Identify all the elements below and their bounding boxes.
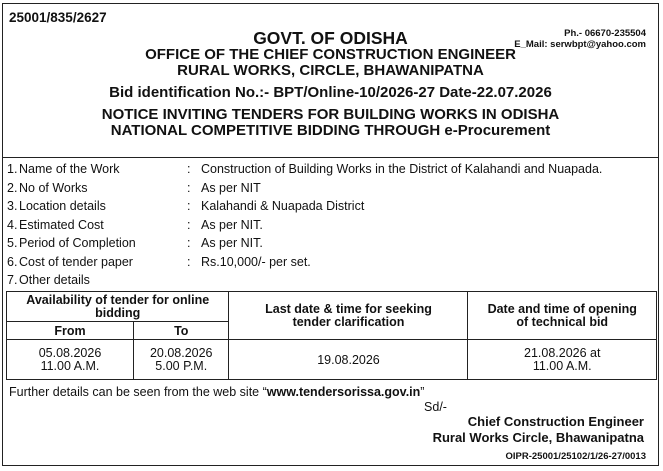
schedule-table — [6, 291, 657, 380]
item-number: 4. — [7, 217, 18, 232]
item-value: Rs.10,000/- per set. — [201, 254, 311, 269]
notice-title-line1: NOTICE INVITING TENDERS FOR BUILDING WORKS IN ODISHA — [101, 106, 560, 123]
item-value: As per NIT. — [201, 217, 263, 232]
item-number: 5. — [7, 236, 18, 250]
item-value: Kalahandi & Nuapada District — [201, 199, 365, 213]
signature-sd — [3, 400, 658, 414]
item-label: Period of Completion — [19, 236, 136, 250]
notice-frame — [2, 3, 659, 466]
signatory-office: Rural Works Circle, Bhawanipatna — [432, 430, 644, 445]
availability-header: Availability of tender for online bidding — [7, 292, 229, 322]
item-number: 1. — [7, 162, 18, 176]
to-cell — [134, 340, 229, 380]
item-colon: : — [187, 199, 191, 213]
item-label: Location details — [19, 199, 106, 213]
item-colon: : — [187, 180, 191, 195]
from-cell — [7, 340, 134, 380]
govt-title: GOVT. OF ODISHA — [253, 28, 408, 48]
item-label: Cost of tender paper — [19, 254, 133, 269]
item-number: 6. — [7, 254, 18, 269]
item-label: Estimated Cost — [19, 217, 104, 232]
item-number: 3. — [7, 199, 18, 213]
bid-identification: Bid identification No.:- BPT/Online-10/2026-27 Date-22.07.2026 — [109, 84, 552, 101]
item-number: 7. — [7, 273, 18, 287]
office-title-line2: RURAL WORKS, CIRCLE, BHAWANIPATNA — [177, 62, 484, 79]
from-date: 05.08.2026 — [38, 345, 102, 360]
item-colon: : — [187, 162, 191, 176]
email-address: E_Mail: serwbpt@yahoo.com — [514, 39, 646, 50]
item-colon: : — [187, 217, 191, 232]
to-date: 20.08.2026 — [149, 345, 213, 360]
to-time: 5.00 P.M. — [155, 358, 208, 373]
item-colon: : — [187, 254, 191, 269]
item-value: As per NIT. — [201, 236, 263, 250]
opening-date: 21.08.2026 at — [524, 345, 601, 360]
to-header: To — [134, 322, 229, 340]
item-label: Name of the Work — [19, 162, 120, 176]
oipr-number: OIPR-25001/25102/1/26-27/0013 — [505, 451, 646, 462]
item-value: Construction of Building Works in the District of Kalahandi and Nuapada. — [201, 162, 603, 176]
clarification-date: 19.08.2026 — [229, 340, 468, 380]
from-time: 11.00 A.M. — [40, 358, 100, 373]
opening-header: Date and time of opening of technical bid — [468, 292, 657, 340]
notice-title-line2: NATIONAL COMPETITIVE BIDDING THROUGH e-Procurement — [110, 122, 551, 139]
sd-text: Sd/- — [424, 400, 447, 414]
item-number: 2. — [7, 180, 18, 195]
from-header: From — [7, 322, 134, 340]
divider-top — [3, 157, 658, 158]
opening-time: 11.00 A.M. — [532, 358, 592, 373]
item-colon: : — [187, 236, 191, 250]
details-suffix: ” — [420, 385, 425, 399]
item-label: No of Works — [19, 180, 88, 195]
clarification-header: Last date & time for seeking tender clarification — [229, 292, 468, 340]
details-prefix: Further details can be seen from the web site “ — [9, 385, 267, 399]
signatory-title: Chief Construction Engineer — [467, 414, 644, 429]
item-value: As per NIT — [201, 180, 261, 195]
item-label: Other details — [19, 273, 90, 287]
reference-number: 25001/835/2627 — [9, 10, 107, 25]
website-link[interactable]: www.tendersorissa.gov.in — [266, 385, 421, 399]
office-title-line1: OFFICE OF THE CHIEF CONSTRUCTION ENGINEER — [145, 46, 516, 63]
further-details — [9, 385, 424, 399]
opening-cell — [468, 340, 657, 380]
phone-number: Ph.- 06670-235504 — [564, 28, 646, 39]
